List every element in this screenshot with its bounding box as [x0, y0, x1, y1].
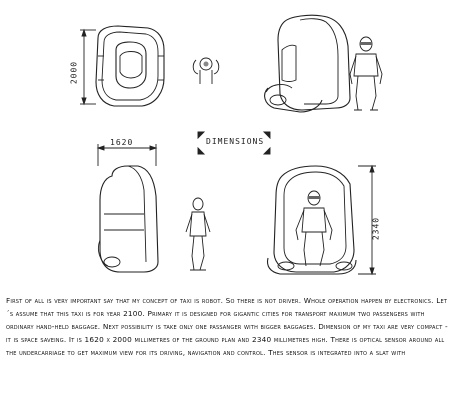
robot-figure-top [193, 58, 219, 84]
robot-figure-perspective [350, 37, 382, 110]
concept-description: First of all is very important say that my concept of taxi is robot. So there is not driver. Whole operation happen by electronics. Let´s assume that this taxi is for year 2100. Primary it is designed for gigantic cities for transport maximum two passengers with ordinary hand-held baggage. Next possibility is take only one passanger with bigger baggages. Dimension of my taxi are very compact - it is space saveing. It is 1620 x 2000 millimetres of the ground plan and 2340 millimetres high. There is optical sensor around all the undercarriage to get maximum view for its driving, navigation and control. Thes sensor is integrated into a slat with [6, 296, 448, 358]
robot-figure-rear [296, 191, 332, 266]
taxi-side-view [98, 166, 158, 272]
dimension-line-2000 [80, 30, 96, 104]
taxi-perspective-view [265, 15, 350, 112]
dimension-label-1620: 1620 [110, 138, 134, 147]
dimensions-title: DIMENSIONS [206, 137, 265, 146]
taxi-rear-view [268, 166, 357, 274]
dimension-label-2000: 2000 [69, 60, 79, 85]
robot-figure-side [186, 198, 210, 270]
taxi-top-view [96, 26, 164, 106]
dimension-label-2340: 2340 [371, 216, 381, 241]
dimension-line-1620 [98, 144, 156, 166]
